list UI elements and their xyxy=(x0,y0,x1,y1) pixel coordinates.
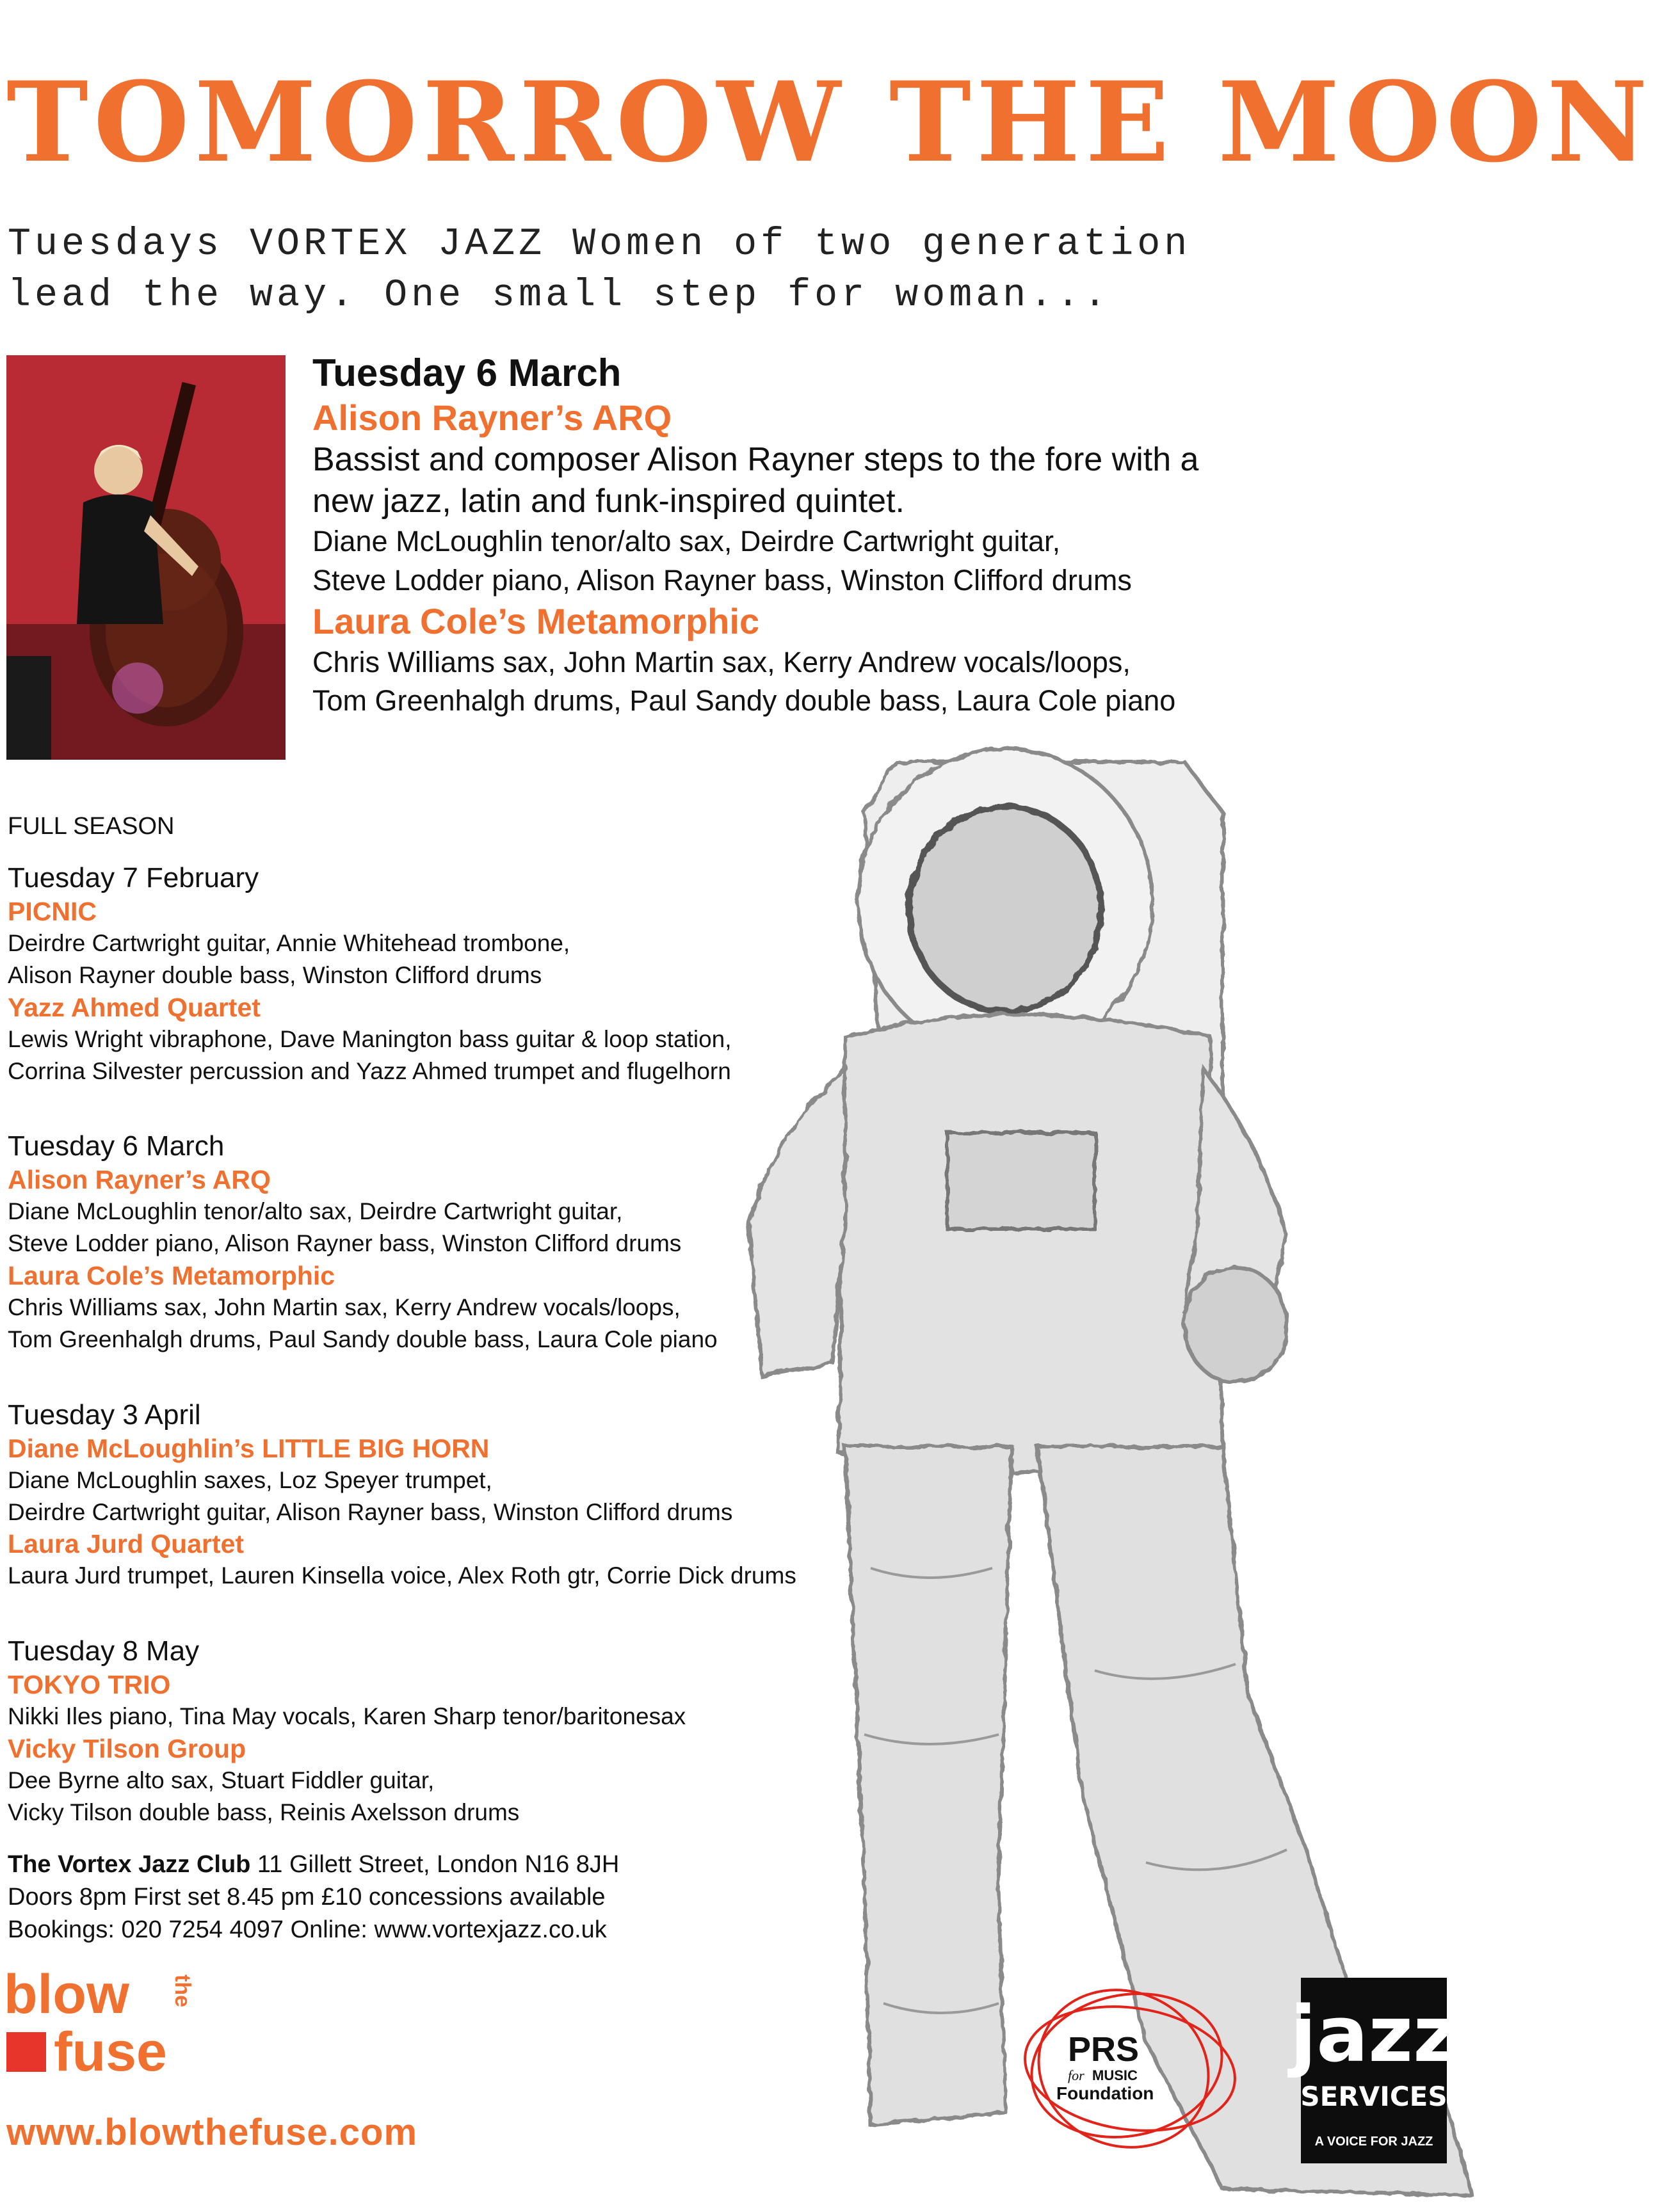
featured-lineup-line-1: Diane McLoughlin tenor/alto sax, Deirdre Cartwright guitar, xyxy=(312,524,1061,557)
venue-bookings: Bookings: 020 7254 4097 Online: www.vortexjazz.co.uk xyxy=(8,1916,607,1943)
prs-for: for xyxy=(1068,2067,1085,2083)
event-date: Tuesday 7 February xyxy=(8,862,259,894)
event-date: Tuesday 6 March xyxy=(8,1130,225,1162)
event-lineup: Tom Greenhalgh drums, Paul Sandy double bass, Laura Cole piano xyxy=(8,1326,718,1352)
featured-description-line-1: Bassist and composer Alison Rayner steps to the fore with a xyxy=(312,440,1199,478)
event-lineup: Laura Jurd trumpet, Lauren Kinsella voice, Alex Roth gtr, Corrie Dick drums xyxy=(8,1562,796,1589)
blow-the-fuse-logo xyxy=(4,1964,209,2096)
venue-name: The Vortex Jazz Club xyxy=(8,1851,251,1878)
btf-the: the xyxy=(170,1975,195,2007)
season-event xyxy=(8,1398,917,1592)
venue-address: 11 Gillett Street, London N16 8JH xyxy=(250,1851,620,1878)
season-heading: FULL SEASON xyxy=(8,813,175,840)
jazz-word: jazz xyxy=(1290,1991,1458,2080)
featured-event xyxy=(312,351,1273,721)
event-band-2: Laura Jurd Quartet xyxy=(8,1529,245,1559)
event-band-1: Alison Rayner’s ARQ xyxy=(8,1165,271,1195)
featured-description-line-2: new jazz, latin and funk-inspired quintet. xyxy=(312,482,905,520)
event-lineup: Deirdre Cartwright guitar, Alison Rayner bass, Winston Clifford drums xyxy=(8,1498,733,1525)
event-band-2: Vicky Tilson Group xyxy=(8,1734,246,1764)
jazz-services: SERVICES xyxy=(1300,2081,1447,2112)
prs-main: PRS xyxy=(1068,2030,1140,2069)
tagline-line-1: Tuesdays VORTEX JAZZ Women of two generation xyxy=(8,223,1191,266)
event-band-1: TOKYO TRIO xyxy=(8,1670,171,1700)
featured-lineup-line-2: Steve Lodder piano, Alison Rayner bass, Winston Clifford drums xyxy=(312,563,1132,597)
event-band-2: Yazz Ahmed Quartet xyxy=(8,992,261,1022)
event-lineup: Deirdre Cartwright guitar, Annie Whitehead trombone, xyxy=(8,929,570,956)
prs-foundation-logo xyxy=(999,1973,1268,2165)
event-lineup: Chris Williams sax, John Martin sax, Kerry Andrew vocals/loops, xyxy=(8,1294,681,1321)
event-lineup: Diane McLoughlin tenor/alto sax, Deirdre Cartwright guitar, xyxy=(8,1198,623,1225)
btf-red-square xyxy=(6,2032,46,2072)
event-band-1: PICNIC xyxy=(8,896,97,926)
event-band-2: Laura Cole’s Metamorphic xyxy=(8,1261,335,1291)
event-lineup: Nikki Iles piano, Tina May vocals, Karen Sharp tenor/baritonesax xyxy=(8,1703,686,1730)
season-event xyxy=(8,861,917,1087)
prs-foundation: Foundation xyxy=(1056,2083,1154,2103)
btf-fuse: fuse xyxy=(54,2021,167,2083)
featured-date: Tuesday 6 March xyxy=(312,351,622,394)
jazz-tagline: A VOICE FOR JAZZ xyxy=(1314,2135,1433,2149)
event-lineup: Dee Byrne alto sax, Stuart Fiddler guitar, xyxy=(8,1767,435,1794)
event-date: Tuesday 8 May xyxy=(8,1635,200,1667)
featured-lineup-line-3: Chris Williams sax, John Martin sax, Kerry Andrew vocals/loops, xyxy=(312,645,1131,678)
website-link[interactable]: www.blowthefuse.com xyxy=(6,2112,418,2153)
event-lineup: Alison Rayner double bass, Winston Clifford drums xyxy=(8,961,542,988)
featured-band-2: Laura Cole’s Metamorphic xyxy=(312,601,760,642)
jazz-services-logo xyxy=(1290,1978,1458,2163)
event-lineup: Lewis Wright vibraphone, Dave Manington bass guitar & loop station, xyxy=(8,1025,732,1052)
event-lineup: Steve Lodder piano, Alison Rayner bass, Winston Clifford drums xyxy=(8,1230,682,1257)
featured-band-1: Alison Rayner’s ARQ xyxy=(312,397,672,438)
event-lineup: Corrina Silvester percussion and Yazz Ahmed trumpet and flugelhorn xyxy=(8,1057,731,1084)
event-lineup: Diane McLoughlin saxes, Loz Speyer trumpet, xyxy=(8,1466,492,1493)
event-date: Tuesday 3 April xyxy=(8,1399,201,1431)
venue-info xyxy=(8,1848,840,1946)
event-band-1: Diane McLoughlin’s LITTLE BIG HORN xyxy=(8,1433,490,1463)
season-event xyxy=(8,1634,917,1829)
poster-title: TOMORROW THE MOON xyxy=(6,57,1653,187)
full-season xyxy=(8,813,917,1871)
event-lineup: Vicky Tilson double bass, Reinis Axelsson drums xyxy=(8,1799,520,1825)
season-event xyxy=(8,1129,917,1355)
tagline-line-2: lead the way. One small step for woman... xyxy=(8,274,1111,317)
bassist-photo xyxy=(6,355,286,760)
venue-doors: Doors 8pm First set 8.45 pm £10 concessions available xyxy=(8,1883,606,1911)
btf-blow: blow xyxy=(4,1964,129,2025)
featured-lineup-line-4: Tom Greenhalgh drums, Paul Sandy double bass, Laura Cole piano xyxy=(312,684,1176,717)
prs-music: MUSIC xyxy=(1092,2067,1138,2083)
